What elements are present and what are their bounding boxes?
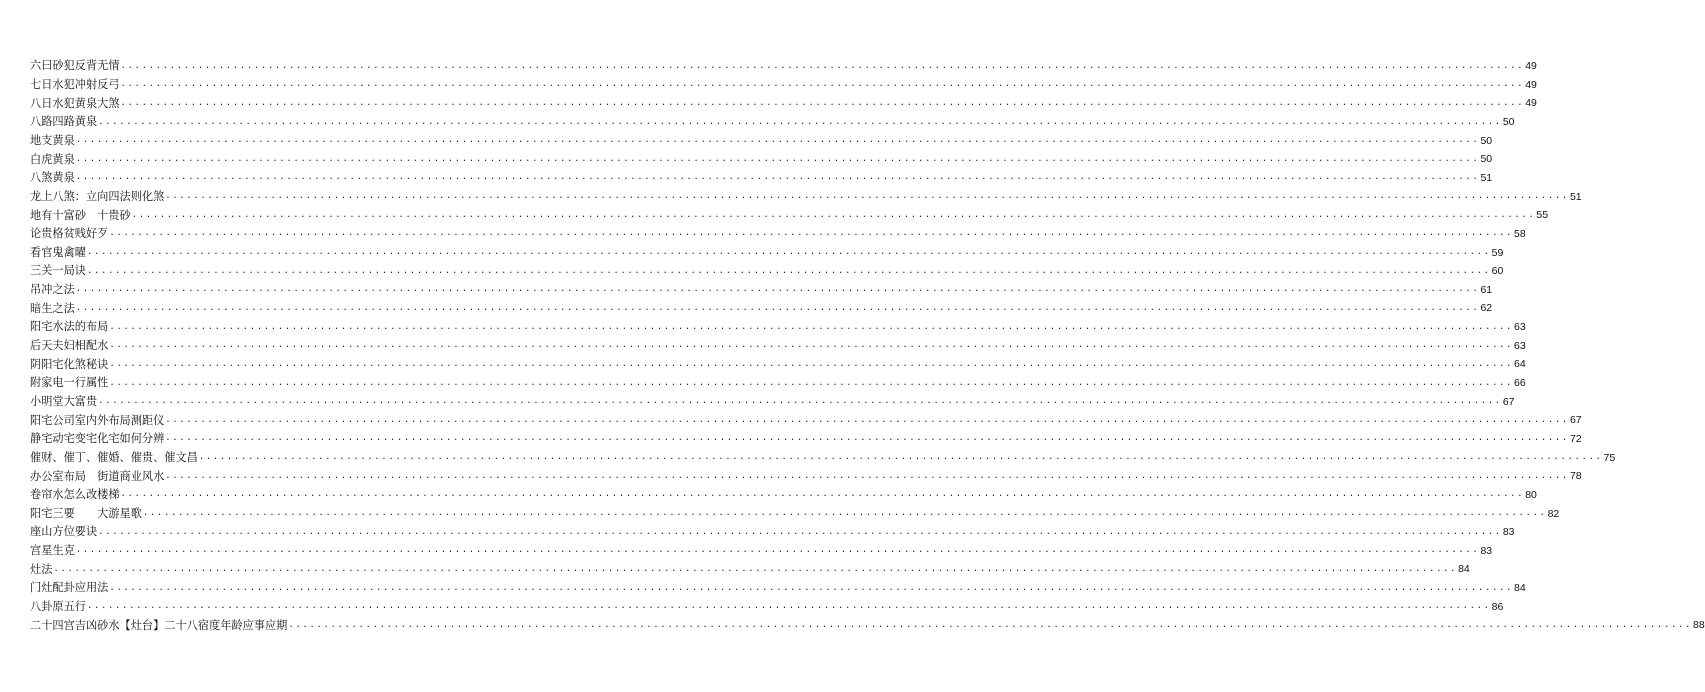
toc-entry — [30, 426, 1582, 446]
toc-entry-title: 白虎黄泉 — [30, 152, 75, 166]
toc-entry-page-number: 62 — [1480, 302, 1493, 315]
toc-entry — [30, 277, 1493, 297]
toc-entry-title: 宫星生克 — [30, 544, 75, 558]
toc-entry-page-number: 60 — [1491, 265, 1504, 278]
dot-leader: ........................................................................................................................................................................................................ — [120, 489, 1525, 500]
dot-leader: ........................................................................................................................................................................................................ — [86, 601, 1491, 612]
toc-entry-title: 八卦原五行 — [30, 600, 86, 614]
toc-entry-page-number: 51 — [1569, 190, 1582, 203]
toc-entry — [30, 370, 1526, 390]
toc-entry — [30, 295, 1493, 315]
toc-entry-title: 座山方位要诀 — [30, 525, 98, 539]
toc-entry-page-number: 67 — [1502, 395, 1515, 408]
dot-leader: ........................................................................................................................................................................................................ — [98, 116, 1502, 127]
toc-entry-title: 七日水犯冲射反弓 — [30, 78, 120, 92]
dot-leader: ........................................................................................................................................................................................................ — [198, 452, 1603, 463]
toc-entry-page-number: 61 — [1480, 283, 1493, 296]
dot-leader: ........................................................................................................................................................................................................ — [75, 153, 1480, 164]
toc-entry-page-number: 67 — [1569, 414, 1582, 427]
toc-entry — [30, 594, 1504, 614]
toc-entry-page-number: 55 — [1536, 209, 1549, 222]
toc-entry-page-number: 84 — [1458, 563, 1470, 576]
toc-entry — [30, 202, 1549, 222]
toc-entry-title: 催财、催丁、催婚、催贵、催文昌 — [30, 450, 198, 464]
toc-entry-title: 办公室布局 街道商业风水 — [30, 469, 165, 483]
toc-entry-title: 六曰砂犯反背无情 — [30, 59, 120, 73]
toc-entry-title: 卷帘水怎么改楼梯 — [30, 488, 120, 502]
toc-entry — [30, 407, 1582, 427]
toc-entry-page-number: 50 — [1480, 153, 1493, 166]
dot-leader: ........................................................................................................................................................................................................ — [165, 470, 1569, 481]
dot-leader: ........................................................................................................................................................................................................ — [131, 209, 1536, 220]
toc-entry-page-number: 50 — [1480, 134, 1493, 147]
toc-entry — [30, 482, 1537, 502]
toc-entry — [30, 165, 1493, 185]
dot-leader: ........................................................................................................................................................................................................ — [75, 135, 1480, 146]
toc-entry-title: 阳宅公司室内外布局测距仪 — [30, 413, 165, 427]
toc-entry-page-number: 88 — [1693, 619, 1705, 632]
dot-leader: ........................................................................................................................................................................................................ — [98, 396, 1502, 407]
toc-entry-page-number: 50 — [1502, 116, 1515, 129]
toc-entry-page-number: 83 — [1480, 544, 1493, 557]
dot-leader: ........................................................................................................................................................................................................ — [109, 582, 1514, 593]
toc-entry — [30, 146, 1493, 166]
toc-entry — [30, 239, 1504, 259]
toc-entry — [30, 389, 1515, 408]
toc-entry-title: 后天夫妇相配水 — [30, 339, 109, 353]
toc-entry — [30, 444, 1616, 464]
toc-entry — [30, 53, 1537, 73]
toc-entry-title: 小明堂大富贵 — [30, 394, 98, 408]
toc-entry-title: 阳宅三要 大游星歌 — [30, 506, 142, 520]
toc-entry-page-number: 66 — [1514, 377, 1526, 390]
toc-entry-page-number: 78 — [1569, 470, 1582, 483]
toc-entry-page-number: 51 — [1480, 171, 1493, 184]
toc-entry-page-number: 72 — [1569, 432, 1582, 445]
toc-entry-title: 二十四宫吉凶砂水【灶台】二十八宿度年龄应事应期 — [30, 618, 288, 632]
toc-entry-title: 八路四路黄泉 — [30, 115, 98, 129]
toc-entry-title: 看官鬼禽曜 — [30, 245, 86, 259]
toc-entry — [30, 575, 1526, 595]
toc-entry-page-number: 49 — [1525, 78, 1537, 91]
toc-entry-title: 静宅动宅变宅化宅如何分辨 — [30, 432, 165, 446]
toc-entry — [30, 90, 1537, 110]
dot-leader: ........................................................................................................................................................................................................ — [120, 79, 1525, 90]
dot-leader: ........................................................................................................................................................................................................ — [142, 508, 1547, 519]
dot-leader: ........................................................................................................................................................................................................ — [86, 265, 1491, 276]
dot-leader: ........................................................................................................................................................................................................ — [165, 414, 1569, 425]
dot-leader: ........................................................................................................................................................................................................ — [109, 340, 1514, 351]
toc-entry — [30, 128, 1493, 147]
toc-entry-title: 阳宅水法的布局 — [30, 320, 109, 334]
toc-entry-page-number: 75 — [1603, 451, 1616, 464]
toc-entry-title: 附家电一行属性 — [30, 376, 109, 390]
toc-entry — [30, 221, 1526, 241]
toc-entry-title: 八煞黄泉 — [30, 171, 75, 185]
dot-leader: ........................................................................................................................................................................................................ — [75, 545, 1480, 556]
toc-entry-title: 论贵格贫贱好歹 — [30, 227, 109, 241]
toc-entry-title: 三关一局诀 — [30, 264, 86, 278]
dot-leader: ........................................................................................................................................................................................................ — [120, 60, 1525, 71]
dot-leader: ........................................................................................................................................................................................................ — [109, 377, 1514, 388]
toc-entry — [30, 463, 1582, 483]
toc-entry-title: 暗生之法 — [30, 301, 75, 315]
toc-entry-page-number: 49 — [1525, 97, 1537, 110]
toc-entry-page-number: 59 — [1491, 246, 1504, 259]
dot-leader: ........................................................................................................................................................................................................ — [109, 321, 1514, 332]
toc-entry-title: 龙上八煞：立向四法则化煞 — [30, 189, 165, 203]
toc-entry-page-number: 63 — [1514, 321, 1526, 334]
dot-leader: ........................................................................................................................................................................................................ — [288, 619, 1693, 630]
toc-entry-title: 吊冲之法 — [30, 283, 75, 297]
dot-leader: ........................................................................................................................................................................................................ — [75, 284, 1480, 295]
toc-entry — [30, 109, 1515, 129]
toc-entry-page-number: 84 — [1514, 582, 1526, 595]
toc-entry-page-number: 80 — [1525, 488, 1537, 501]
toc-entry — [30, 351, 1526, 371]
dot-leader: ........................................................................................................................................................................................................ — [120, 97, 1525, 108]
dot-leader: ........................................................................................................................................................................................................ — [75, 302, 1480, 313]
dot-leader: ........................................................................................................................................................................................................ — [109, 228, 1514, 239]
toc-entry-title: 地有十富砂 十贵砂 — [30, 208, 131, 222]
toc-entry-title: 灶法 — [30, 562, 53, 576]
dot-leader: ........................................................................................................................................................................................................ — [86, 247, 1491, 258]
toc-entry-page-number: 64 — [1514, 358, 1526, 371]
dot-leader: ........................................................................................................................................................................................................ — [98, 526, 1502, 537]
toc-entry-page-number: 83 — [1502, 526, 1515, 539]
toc-entry-title: 门灶配卦应用法 — [30, 581, 109, 595]
dot-leader: ........................................................................................................................................................................................................ — [165, 191, 1569, 202]
toc-entry-page-number: 86 — [1491, 600, 1504, 613]
dot-leader: ........................................................................................................................................................................................................ — [165, 433, 1569, 444]
toc-entry — [30, 519, 1515, 539]
toc-entry-page-number: 82 — [1547, 507, 1560, 520]
toc-entry — [30, 612, 1705, 632]
toc-entry — [30, 333, 1526, 353]
toc-entry — [30, 538, 1493, 558]
toc-entry-title: 八日水犯黄泉大煞 — [30, 96, 120, 110]
toc-entry — [30, 556, 1470, 576]
dot-leader: ........................................................................................................................................................................................................ — [75, 172, 1480, 183]
toc-entry-page-number: 58 — [1514, 227, 1526, 240]
toc-entry — [30, 258, 1504, 278]
toc-entry-page-number: 49 — [1525, 60, 1537, 73]
toc-entry-title: 地支黄泉 — [30, 134, 75, 147]
toc-entry-page-number: 63 — [1514, 339, 1526, 352]
dot-leader: ........................................................................................................................................................................................................ — [109, 358, 1514, 369]
toc-entry — [30, 314, 1526, 334]
toc-entry — [30, 500, 1560, 520]
table-of-contents — [30, 53, 1705, 632]
toc-entry — [30, 72, 1537, 92]
toc-entry — [30, 183, 1582, 203]
toc-entry-title: 阴阳宅化煞秘诀 — [30, 357, 109, 371]
dot-leader: ........................................................................................................................................................................................................ — [53, 563, 1458, 574]
